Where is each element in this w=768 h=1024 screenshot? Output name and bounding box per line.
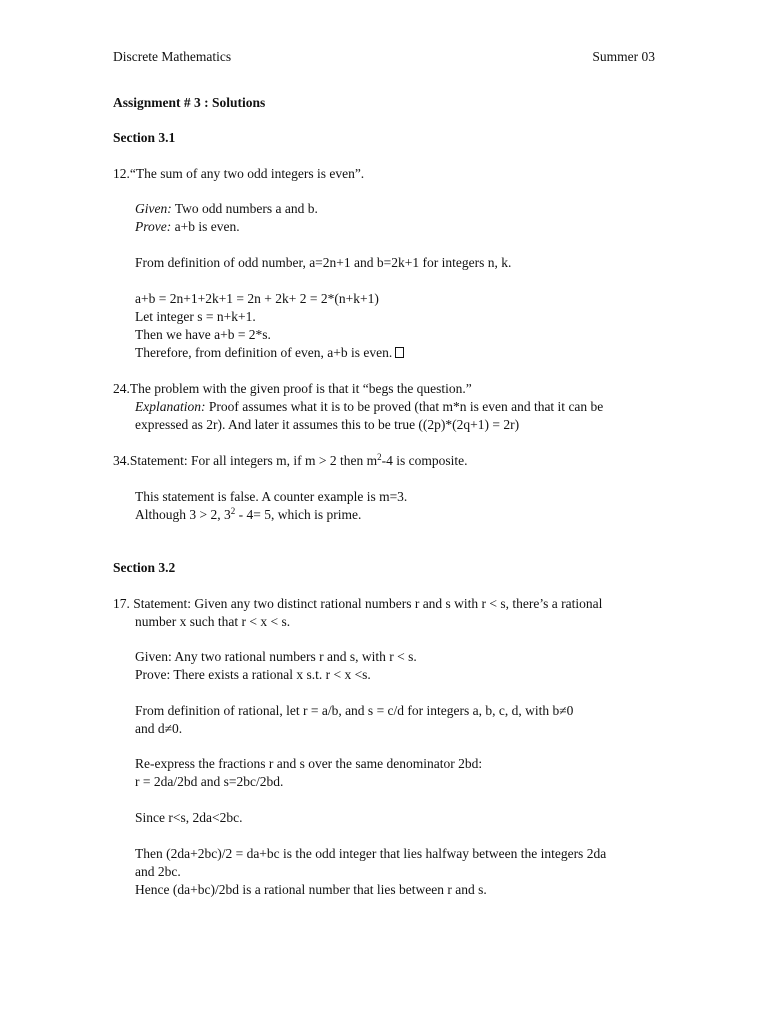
problem-12-step-4	[135, 344, 404, 362]
prove-label: Prove:	[135, 219, 172, 234]
problem-17-definition-cont: and d≠0.	[135, 721, 183, 736]
problem-17-since: Since r<s, 2da<2bc.	[135, 810, 243, 825]
conclusion-text: Therefore, from definition of even, a+b is even.	[135, 345, 393, 360]
qed-box-icon	[395, 347, 404, 358]
problem-12-step-1: a+b = 2n+1+2k+1 = 2n + 2k+ 2 = 2*(n+k+1)	[135, 291, 379, 306]
problem-17-hence: Hence (da+bc)/2bd is a rational number that lies between r and s.	[135, 882, 487, 897]
problem-17-reexpress: Re-express the fractions r and s over the same denominator 2bd:	[135, 756, 483, 771]
statement-pre: 34.Statement: For all integers m, if m > 2 then m	[113, 453, 378, 468]
exponent: 2	[230, 506, 236, 516]
problem-24-statement: 24.The problem with the given proof is that it “begs the question.”	[113, 381, 472, 396]
problem-17-then-cont: and 2bc.	[135, 864, 181, 879]
problem-24-explanation-cont: expressed as 2r). And later it assumes this to be true ((2p)*(2q+1) = 2r)	[135, 417, 520, 432]
problem-34-statement	[113, 452, 467, 470]
given-text: Two odd numbers a and b.	[171, 201, 318, 216]
problem-12-statement: 12.“The sum of any two odd integers is even”.	[113, 166, 365, 181]
problem-17-reexpress-cont: r = 2da/2bd and s=2bc/2bd.	[135, 774, 284, 789]
assignment-title: Assignment # 3 : Solutions	[113, 95, 266, 110]
problem-12-prove	[135, 218, 240, 236]
term: Summer 03	[592, 49, 655, 64]
section-3-1-heading: Section 3.1	[113, 130, 176, 145]
statement-post: -4 is composite.	[381, 453, 468, 468]
problem-17-prove: Prove: There exists a rational x s.t. r < x <s.	[135, 667, 371, 682]
problem-12-step-3: Then we have a+b = 2*s.	[135, 327, 271, 342]
although-post: - 4= 5, which is prime.	[235, 507, 362, 522]
prove-text: a+b is even.	[171, 219, 240, 234]
problem-24-explanation	[135, 398, 603, 416]
although-pre: Although 3 > 2, 3	[135, 507, 231, 522]
given-label: Given:	[135, 201, 172, 216]
course-name: Discrete Mathematics	[113, 49, 232, 64]
problem-17-given: Given: Any two rational numbers r and s, with r < s.	[135, 649, 417, 664]
problem-34-although	[135, 506, 361, 524]
section-3-2-heading: Section 3.2	[113, 560, 176, 575]
exponent: 2	[377, 452, 382, 462]
problem-17-definition: From definition of rational, let r = a/b, and s = c/d for integers a, b, c, d, with b≠0	[135, 703, 574, 718]
problem-17-statement: 17. Statement: Given any two distinct rational numbers r and s with r < s, there’s a rational	[113, 596, 603, 611]
problem-17-then: Then (2da+2bc)/2 = da+bc is the odd integer that lies halfway between the integers 2da	[135, 846, 607, 861]
explanation-text: Proof assumes what it is to be proved (that m*n is even and that it can be	[205, 399, 604, 414]
explanation-label: Explanation:	[135, 399, 206, 414]
problem-12-step-2: Let integer s = n+k+1.	[135, 309, 256, 324]
problem-17-statement-cont: number x such that r < x < s.	[135, 614, 291, 629]
problem-34-false: This statement is false. A counter example is m=3.	[135, 489, 408, 504]
problem-12-definition: From definition of odd number, a=2n+1 and b=2k+1 for integers n, k.	[135, 255, 512, 270]
problem-12-given	[135, 200, 318, 218]
